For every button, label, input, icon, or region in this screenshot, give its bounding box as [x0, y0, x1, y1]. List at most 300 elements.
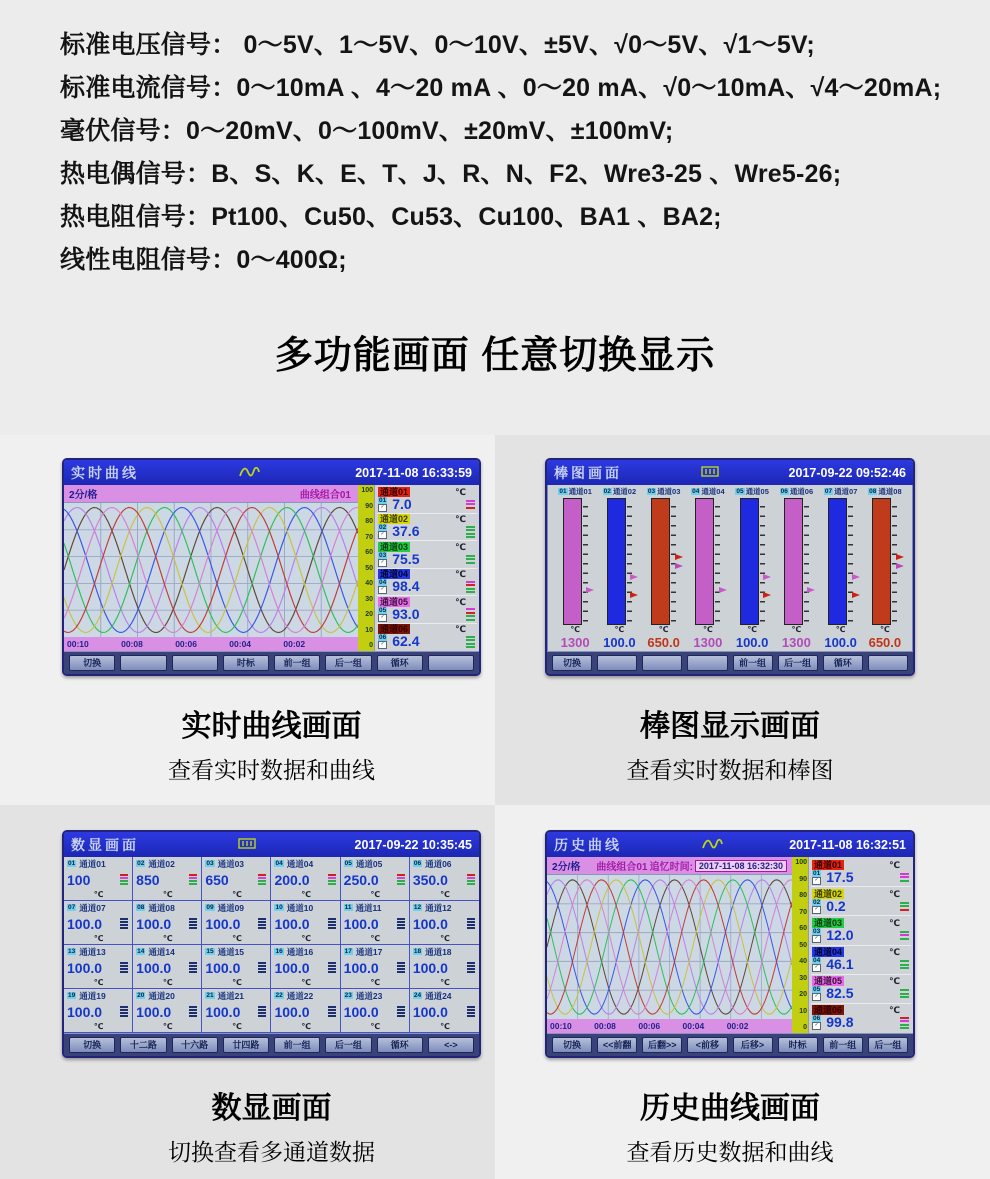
- channel-unit: ℃: [370, 934, 381, 943]
- alarm-flag-icon: [675, 563, 683, 569]
- alarm-indicator-icon: [900, 873, 909, 882]
- scale-tick: 50: [799, 941, 807, 949]
- channel-name: 通道02: [612, 487, 637, 496]
- bar-unit: ℃: [570, 625, 580, 634]
- time-tick: 00:10: [550, 1021, 572, 1031]
- screen-button[interactable]: 循环: [377, 655, 423, 671]
- channel-value: 75.5: [392, 550, 420, 567]
- alarm-flag-icon: [896, 554, 904, 560]
- alarm-indicator-icon: [467, 962, 475, 973]
- spec-line: 标准电流信号：0～10mA 、4～20 mA 、0～20 mA、√0～10mA、√4～20mA;: [60, 74, 942, 102]
- screen-button-blank[interactable]: [120, 655, 166, 671]
- datetime-label: 2017-09-22 10:35:45: [354, 837, 472, 852]
- channel-row: [377, 624, 477, 651]
- channel-grid: [64, 857, 479, 1033]
- alarm-flag-icon: [807, 587, 815, 593]
- channel-number: 11: [344, 904, 352, 911]
- alarm-indicator-icon: [397, 874, 405, 885]
- channel-value: 100.0: [412, 959, 448, 976]
- channel-name: 通道01: [814, 859, 843, 870]
- channel-cell: [410, 989, 479, 1033]
- bar-display-icon: [238, 838, 256, 849]
- channel-value: 100.0: [412, 1003, 448, 1020]
- screen-button-blank[interactable]: [597, 655, 637, 671]
- bar-ruler: [583, 498, 588, 625]
- channel-number: 04: [379, 579, 387, 587]
- channel-cell: [410, 901, 479, 945]
- channel-name: 通道01: [568, 487, 592, 496]
- channel-unit: ℃: [93, 890, 104, 899]
- bar-unit: ℃: [614, 625, 625, 634]
- alarm-flag-icon: [630, 592, 638, 598]
- channel-cell: [133, 901, 202, 945]
- channel-name: 通道06: [814, 1005, 843, 1016]
- scale-tick: 60: [799, 925, 807, 932]
- alarm-indicator-icon: [397, 918, 405, 929]
- time-tick: 00:04: [229, 639, 252, 649]
- scale-tick: 70: [365, 533, 373, 541]
- scale-tick: 40: [365, 580, 373, 587]
- channel-cell: [410, 857, 479, 901]
- screen-button-blank[interactable]: [172, 655, 218, 671]
- bar-channel: [819, 486, 863, 651]
- channel-checkbox[interactable]: ✓: [378, 641, 387, 649]
- alarm-indicator-icon: [467, 874, 475, 885]
- alarm-indicator-icon: [328, 962, 336, 973]
- bar: [651, 498, 670, 625]
- channel-name: 通道05: [745, 487, 769, 496]
- channel-name: 通道17: [355, 946, 383, 957]
- channel-name: 通道02: [814, 888, 843, 899]
- scale-tick: 100: [795, 859, 807, 866]
- time-tick: 00:06: [175, 639, 197, 649]
- datetime-label: 2017-09-22 09:52:46: [788, 465, 906, 480]
- channel-checkbox[interactable]: ✓: [378, 504, 387, 512]
- channel-number: 17: [344, 948, 352, 955]
- feature-subtitle: 切换查看多通道数据: [168, 1139, 375, 1165]
- channel-name: 通道04: [814, 947, 843, 958]
- screen-button[interactable]: 前一组: [274, 1037, 320, 1053]
- feature-block-history: [495, 805, 990, 1179]
- screen-title: 实时曲线: [71, 464, 139, 481]
- screen-button[interactable]: 后一组: [325, 655, 371, 671]
- channel-row: [811, 975, 911, 1004]
- channel-name: 通道03: [657, 487, 681, 496]
- channel-number: 06: [780, 488, 788, 495]
- channel-unit: ℃: [93, 1022, 104, 1031]
- datetime-label: 2017-11-08 16:32:51: [789, 837, 906, 852]
- channel-unit: ℃: [370, 978, 381, 987]
- alarm-indicator-icon: [120, 874, 128, 885]
- alarm-indicator-icon: [397, 1006, 405, 1017]
- channel-unit: ℃: [162, 934, 173, 943]
- screen-button-blank[interactable]: [428, 655, 474, 671]
- time-tick: 00:08: [594, 1021, 616, 1031]
- alarm-indicator-icon: [189, 962, 197, 973]
- channel-number: 01: [813, 869, 821, 877]
- channel-name: 通道07: [79, 902, 106, 913]
- screen-button[interactable]: 十六路: [172, 1037, 218, 1053]
- channel-number: 22: [275, 992, 283, 999]
- alarm-indicator-icon: [466, 500, 475, 509]
- channel-name: 通道11: [355, 902, 382, 913]
- channel-number: 10: [275, 904, 283, 911]
- bar-value: 650.0: [868, 635, 902, 650]
- channel-unit: ℃: [889, 888, 900, 899]
- channel-number: 06: [379, 634, 387, 642]
- channel-checkbox[interactable]: ✓: [812, 1022, 821, 1030]
- channel-unit: ℃: [455, 541, 466, 552]
- channel-name: 通道04: [380, 569, 409, 580]
- bar-channel: [642, 486, 686, 651]
- alarm-flag-icon: [896, 563, 904, 569]
- channel-cell: [271, 857, 340, 901]
- alarm-indicator-icon: [328, 918, 336, 929]
- screen-button[interactable]: 切换: [69, 655, 115, 671]
- channel-number: 01: [68, 860, 76, 867]
- channel-number: 06: [413, 860, 422, 867]
- channel-checkbox[interactable]: ✓: [812, 964, 821, 972]
- channel-unit: ℃: [440, 934, 450, 943]
- spec-line: 标准电压信号： 0～5V、1～5V、0～10V、±5V、√0～5V、√1～5V;: [60, 31, 815, 59]
- realtime-curve-screen: [62, 458, 481, 676]
- channel-value: 100.0: [136, 915, 172, 932]
- screen-button[interactable]: 廿四路: [223, 1037, 269, 1053]
- alarm-flag-icon: [630, 574, 638, 580]
- screen-button[interactable]: 后一组: [868, 1037, 908, 1053]
- channel-cell: [271, 989, 340, 1033]
- bar-value: 100.0: [824, 635, 857, 650]
- alarm-indicator-icon: [900, 931, 909, 940]
- channel-checkbox[interactable]: ✓: [812, 993, 821, 1001]
- bar: [740, 498, 759, 625]
- scale-tick: 20: [365, 611, 373, 618]
- channel-row: [377, 514, 477, 542]
- time-tick: 00:02: [726, 1021, 749, 1031]
- channel-cell: [133, 989, 202, 1033]
- screen-button[interactable]: 前一组: [274, 655, 320, 671]
- bar-ruler: [671, 498, 676, 625]
- channel-value: 100.0: [205, 1003, 241, 1020]
- scale-tick: 30: [799, 974, 807, 982]
- channel-unit: ℃: [232, 978, 242, 987]
- channel-unit: ℃: [889, 976, 900, 987]
- channel-number: 21: [206, 992, 214, 999]
- scale-tick: 100: [361, 487, 373, 494]
- channel-number: 07: [68, 904, 76, 911]
- digital-display-screen: [62, 830, 481, 1058]
- channel-name: 通道01: [380, 486, 409, 497]
- screen-button[interactable]: 后翻>>: [642, 1037, 682, 1053]
- channel-value: 0.2: [826, 897, 846, 914]
- feature-block-digital: [0, 805, 495, 1179]
- channel-row: [811, 887, 911, 916]
- bar-ruler: [760, 498, 765, 625]
- channel-number: 15: [206, 948, 214, 955]
- alarm-flag-icon: [719, 587, 727, 593]
- bar-value: 1300: [781, 635, 811, 650]
- bar-ruler: [892, 498, 897, 625]
- interval-label: 2分/格: [552, 862, 581, 873]
- channel-checkbox[interactable]: ✓: [812, 877, 821, 885]
- scale-tick: 90: [799, 875, 807, 883]
- channel-cell: [64, 989, 133, 1033]
- screen-button[interactable]: 后一组: [778, 655, 818, 671]
- channel-name: 通道06: [425, 858, 452, 869]
- channel-unit: ℃: [301, 890, 311, 899]
- channel-number: 02: [813, 898, 821, 906]
- channel-unit: ℃: [162, 1022, 173, 1031]
- channel-value: 12.0: [826, 926, 854, 943]
- channel-number: 03: [206, 860, 214, 867]
- channel-number: 12: [413, 904, 422, 911]
- button-bar: [64, 1033, 479, 1056]
- spec-line: 线性电阻信号：0～400Ω;: [60, 246, 347, 274]
- feature-title: 实时曲线画面: [181, 710, 362, 743]
- bar-unit: ℃: [835, 625, 846, 634]
- channel-value: 99.8: [826, 1014, 854, 1031]
- channel-name: 通道06: [380, 624, 409, 635]
- scale-tick: 50: [365, 564, 373, 572]
- channel-checkbox[interactable]: ✓: [812, 906, 821, 914]
- scale-tick: 80: [365, 518, 373, 525]
- alarm-indicator-icon: [258, 918, 266, 929]
- channel-unit: ℃: [93, 978, 104, 987]
- alarm-indicator-icon: [900, 1017, 909, 1030]
- channel-name: 通道05: [355, 858, 383, 869]
- channel-checkbox[interactable]: ✓: [378, 559, 387, 567]
- channel-number: 02: [603, 488, 611, 495]
- channel-number: 20: [137, 992, 145, 999]
- bar-channel: [553, 486, 597, 651]
- time-tick: 00:02: [283, 639, 306, 649]
- bars-area: [547, 485, 913, 651]
- channel-name: 通道01: [79, 858, 106, 869]
- screen-button[interactable]: 切换: [69, 1037, 115, 1053]
- channel-number: 19: [68, 992, 76, 999]
- channel-name: 通道24: [425, 990, 452, 1001]
- channel-name: 通道03: [380, 541, 409, 552]
- titlebar: [64, 460, 479, 485]
- channel-name: 通道22: [286, 990, 314, 1001]
- channel-unit: ℃: [889, 917, 900, 928]
- bar-ruler: [848, 498, 853, 625]
- alarm-indicator-icon: [467, 1006, 475, 1017]
- channel-checkbox[interactable]: ✓: [812, 935, 821, 943]
- scale-tick: 10: [365, 626, 373, 634]
- bar-ruler: [804, 498, 809, 625]
- screen-button[interactable]: 循环: [377, 1037, 423, 1053]
- channel-cell: [341, 857, 410, 901]
- screen-button[interactable]: 循环: [823, 655, 863, 671]
- screen-button[interactable]: 前一组: [733, 655, 773, 671]
- recall-time-value[interactable]: 2017-11-08 16:32:30: [695, 860, 787, 872]
- alarm-flag-icon: [852, 574, 860, 580]
- section-heading: 多功能画面 任意切换显示: [274, 335, 716, 377]
- channel-unit: ℃: [889, 947, 900, 958]
- channel-checkbox[interactable]: ✓: [378, 531, 387, 539]
- channel-value: 100: [67, 871, 91, 888]
- scale-tick: 0: [369, 642, 373, 649]
- channel-value: 350.0: [412, 871, 448, 888]
- channel-unit: ℃: [232, 890, 242, 899]
- screen-button-blank[interactable]: [868, 655, 908, 671]
- channel-value: 98.4: [392, 578, 420, 595]
- channel-cell: [271, 945, 340, 989]
- channel-name: 通道08: [878, 487, 902, 496]
- spec-line: 毫伏信号：0～20mV、0～100mV、±20mV、±100mV;: [60, 117, 674, 145]
- screen-button[interactable]: <->: [428, 1037, 474, 1053]
- channel-checkbox[interactable]: ✓: [378, 614, 387, 622]
- channel-cell: [202, 857, 271, 901]
- bar: [828, 498, 847, 625]
- button-bar: [64, 651, 479, 674]
- screen-button[interactable]: <<前翻: [597, 1037, 637, 1053]
- channel-unit: ℃: [455, 486, 466, 497]
- alarm-indicator-icon: [466, 636, 475, 649]
- titlebar: [64, 832, 479, 857]
- channel-number: 05: [736, 488, 744, 495]
- channel-value: 46.1: [826, 956, 854, 973]
- alarm-indicator-icon: [189, 874, 197, 885]
- channel-row: [377, 596, 477, 624]
- channel-name: 通道12: [425, 902, 452, 913]
- history-chart: [547, 874, 792, 1019]
- screen-button-blank[interactable]: [687, 655, 727, 671]
- channel-cell: [202, 989, 271, 1033]
- channel-unit: ℃: [440, 890, 450, 899]
- recall-time-label: 追忆时间:: [649, 862, 693, 873]
- channel-name: 通道07: [834, 487, 858, 496]
- channel-row: [811, 916, 911, 945]
- channel-cell: [202, 901, 271, 945]
- screen-button[interactable]: 十二路: [120, 1037, 166, 1053]
- channel-number: 02: [137, 860, 145, 867]
- scale-tick: 20: [799, 991, 807, 998]
- alarm-indicator-icon: [466, 608, 475, 621]
- alarm-flag-icon: [763, 592, 771, 598]
- bar-value: 650.0: [647, 635, 680, 650]
- channel-unit: ℃: [370, 1022, 381, 1031]
- channel-name: 通道23: [355, 990, 383, 1001]
- channel-cell: [64, 945, 133, 989]
- channel-number: 09: [206, 904, 214, 911]
- channel-cell: [202, 945, 271, 989]
- channel-value: 250.0: [343, 871, 379, 888]
- scale-tick: 80: [799, 892, 807, 899]
- chart-subbar: [64, 485, 358, 502]
- channel-value: 100.0: [67, 959, 103, 976]
- spec-section: [0, 0, 990, 435]
- brand-wave-icon: [701, 838, 727, 851]
- channel-cell: [64, 901, 133, 945]
- screen-button[interactable]: 切换: [552, 655, 592, 671]
- channel-name: 通道02: [380, 514, 409, 525]
- channel-value: 100.0: [67, 1003, 103, 1020]
- channel-value: 100.0: [274, 915, 310, 932]
- screen-button-blank[interactable]: [642, 655, 682, 671]
- channel-unit: ℃: [93, 934, 104, 943]
- alarm-indicator-icon: [258, 874, 266, 885]
- screen-button[interactable]: 前一组: [823, 1037, 863, 1053]
- screen-button[interactable]: 后移>: [733, 1037, 773, 1053]
- screen-button[interactable]: <前移: [687, 1037, 727, 1053]
- channel-checkbox[interactable]: ✓: [378, 586, 387, 594]
- alarm-indicator-icon: [258, 962, 266, 973]
- alarm-indicator-icon: [120, 918, 128, 929]
- channel-value: 100.0: [274, 959, 310, 976]
- screen-button[interactable]: 时标: [778, 1037, 818, 1053]
- channel-unit: ℃: [370, 890, 381, 899]
- button-bar: [547, 1033, 913, 1056]
- alarm-indicator-icon: [466, 581, 475, 594]
- spec-line: 热电偶信号：B、S、K、E、T、J、R、N、F2、Wre3-25 、Wre5-26;: [60, 160, 842, 188]
- channel-value: 93.0: [392, 605, 420, 622]
- channel-row: [811, 946, 911, 975]
- channel-number: 07: [824, 488, 833, 495]
- screen-button[interactable]: 时标: [223, 655, 269, 671]
- feature-subtitle: 查看历史数据和曲线: [626, 1139, 834, 1165]
- alarm-indicator-icon: [120, 1006, 128, 1017]
- bar-unit: ℃: [880, 625, 890, 634]
- bar-channel: [863, 486, 907, 651]
- bar-value: 1300: [693, 635, 723, 650]
- channel-cell: [271, 901, 340, 945]
- bar: [784, 498, 803, 625]
- feature-subtitle: 查看实时数据和棒图: [626, 757, 834, 783]
- channel-value: 17.5: [826, 868, 854, 885]
- channel-cell: [64, 857, 133, 901]
- screen-button[interactable]: 切换: [552, 1037, 592, 1053]
- channel-name: 通道05: [814, 976, 843, 987]
- chart-subbar: [547, 857, 792, 874]
- channel-value: 100.0: [274, 1003, 310, 1020]
- channel-number: 06: [813, 1015, 821, 1023]
- y-scale: [792, 857, 808, 1033]
- bar-value: 100.0: [735, 635, 769, 650]
- scale-tick: 60: [365, 549, 373, 556]
- bar-channel: [686, 486, 730, 651]
- feature-block-realtime: [0, 435, 495, 805]
- channel-value: 100.0: [67, 915, 103, 932]
- channel-number: 04: [275, 860, 283, 867]
- time-tick: 00:04: [682, 1021, 705, 1031]
- channel-name: 通道06: [789, 487, 814, 496]
- scale-tick: 0: [803, 1024, 807, 1031]
- channel-number: 04: [692, 488, 700, 495]
- channel-number: 05: [379, 606, 387, 614]
- screen-button[interactable]: 后一组: [325, 1037, 371, 1053]
- channel-cell: [341, 989, 410, 1033]
- alarm-indicator-icon: [328, 874, 336, 885]
- channel-unit: ℃: [455, 596, 466, 607]
- channel-value: 100.0: [205, 959, 241, 976]
- channel-unit: ℃: [455, 569, 466, 580]
- channel-value: 37.6: [392, 523, 420, 540]
- bar-ruler: [715, 498, 720, 625]
- channel-value: 100.0: [343, 959, 379, 976]
- channel-value: 62.4: [392, 633, 420, 650]
- channel-value: 650: [205, 871, 229, 888]
- channel-name: 通道04: [701, 487, 725, 496]
- curve-group-label: 曲线组合01: [299, 490, 351, 501]
- channel-unit: ℃: [889, 859, 900, 870]
- channel-row: [811, 858, 911, 887]
- channel-name: 通道14: [148, 946, 175, 957]
- channel-cell: [133, 945, 202, 989]
- titlebar: [547, 460, 913, 485]
- channel-value: 100.0: [343, 1003, 379, 1020]
